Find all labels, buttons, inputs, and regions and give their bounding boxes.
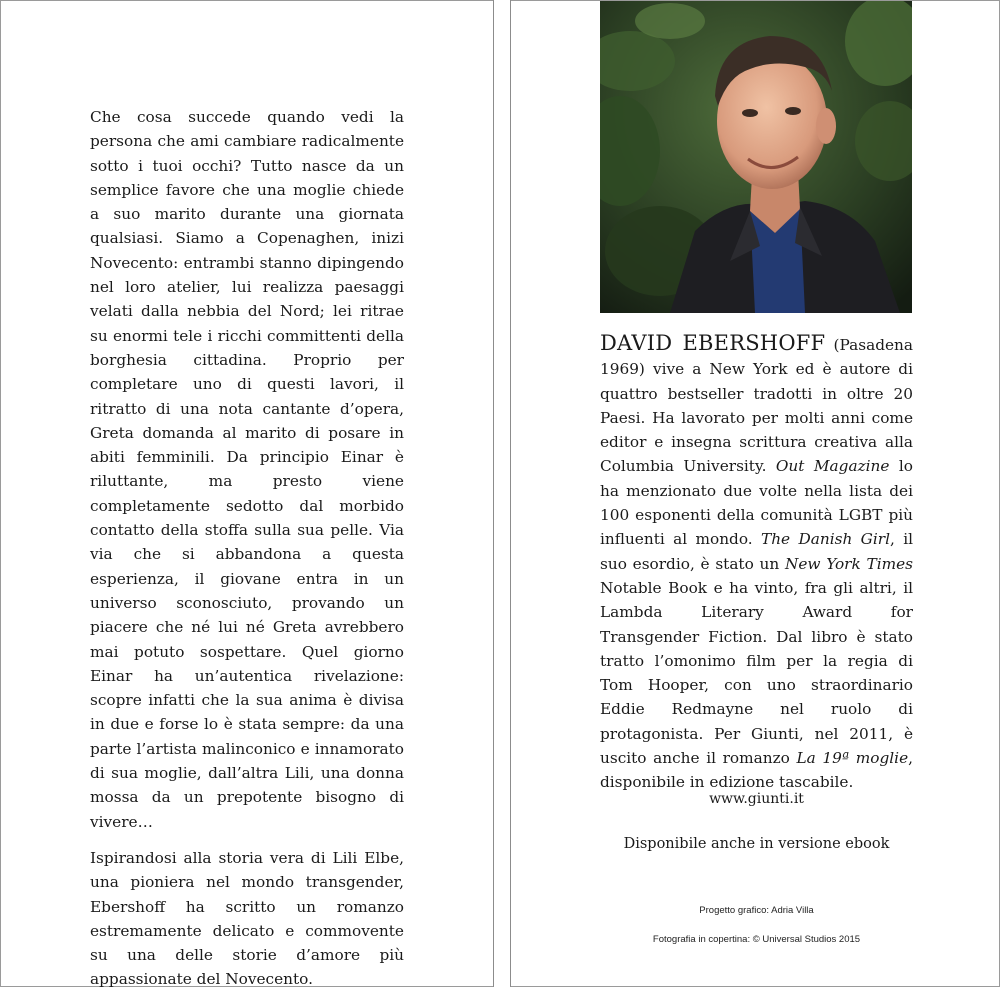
book-synopsis	[90, 105, 404, 992]
synopsis-paragraph-1: Che cosa succede quando vedi la persona che ami cambiare radicalmente sotto i tuoi occhi? Tutto nasce da un semplice favore che una moglie chiede a suo marito durante una giornata qualsiasi. Siamo a Copenaghen, inizi Novecento: entrambi stanno dipingendo nel loro atelier, lui realizza paesaggi velati dalla nebbia del Nord; lei ritrae su enormi tele i ricchi committenti della borghesia cittadina. Proprio per completare uno di questi lavori, il ritratto di una nota cantante d’opera, Greta domanda al marito di posare in abiti femminili. Da principio Einar è riluttante, ma presto viene completamente sedotto dal morbido contatto della stoffa sulla sua pelle. Via via che si abbandona a questa esperienza, il giovane entra in un universo sconosciuto, provando un piacere che né lui né Greta avrebbero mai potuto sospettare. Quel giorno Einar ha un’autentica rivelazione: scopre infatti che la sua anima è divisa in due e forse lo è stata sempre: da una parte l’artista malinconico e innamorato di sua moglie, dall’altra Lili, una donna mossa da un prepotente bisogno di vivere…	[90, 108, 404, 831]
bio-text: (Pasadena 1969) vive a New York ed è autore di quattro bestseller tradotti in oltre 20 Paesi. Ha lavorato per molti anni come editor e insegna scrittura creativa alla Columbia University.	[600, 336, 914, 476]
bio-text: , il suo esordio, è stato un	[600, 530, 913, 573]
author-flap-right-page	[511, 0, 1000, 987]
photo-credit: Fotografia in copertina: © Universal Studios 2015	[652, 934, 861, 945]
author-portrait-image	[600, 1, 912, 313]
bio-text: Notable Book e ha vinto, fra gli altri, il Lambda Literary Award for Transgender Fiction. Dal libro è stato tratto l’omonimo film per la regia di Tom Hooper, con uno straordinario Eddie Redmayne nel ruolo di protagonista. Per Giunti, nel 2011, è uscito anche il romanzo	[600, 578, 913, 768]
bio-text: lo ha menzionato due volte nella lista dei 100 esponenti della comunità LGBT più influenti al mondo.	[600, 457, 913, 549]
bio-text: , disponibile in edizione tascabile.	[600, 749, 913, 792]
ebook-availability: Disponibile anche in versione ebook	[623, 836, 890, 852]
author-name: DAVID EBERSHOFF	[600, 331, 826, 355]
author-photo	[600, 1, 912, 313]
design-credit: Progetto grafico: Adria Villa	[699, 905, 814, 916]
book-title: La 19ª moglie	[796, 749, 909, 768]
book-title: The Danish Girl	[761, 530, 890, 549]
fold-gutter	[493, 0, 511, 987]
publisher-website: www.giunti.it	[709, 791, 804, 807]
author-biography	[600, 331, 913, 795]
back-flap-left-page	[0, 0, 493, 987]
newspaper-title: New York Times	[784, 554, 913, 573]
magazine-title: Out Magazine	[775, 457, 890, 476]
synopsis-paragraph-2: Ispirandosi alla storia vera di Lili Elbe, una pioniera nel mondo transgender, Ebershoff ha scritto un romanzo estremamente delicato e commovente su una delle storie d’amore più appassionate del Novecento.	[90, 848, 404, 989]
